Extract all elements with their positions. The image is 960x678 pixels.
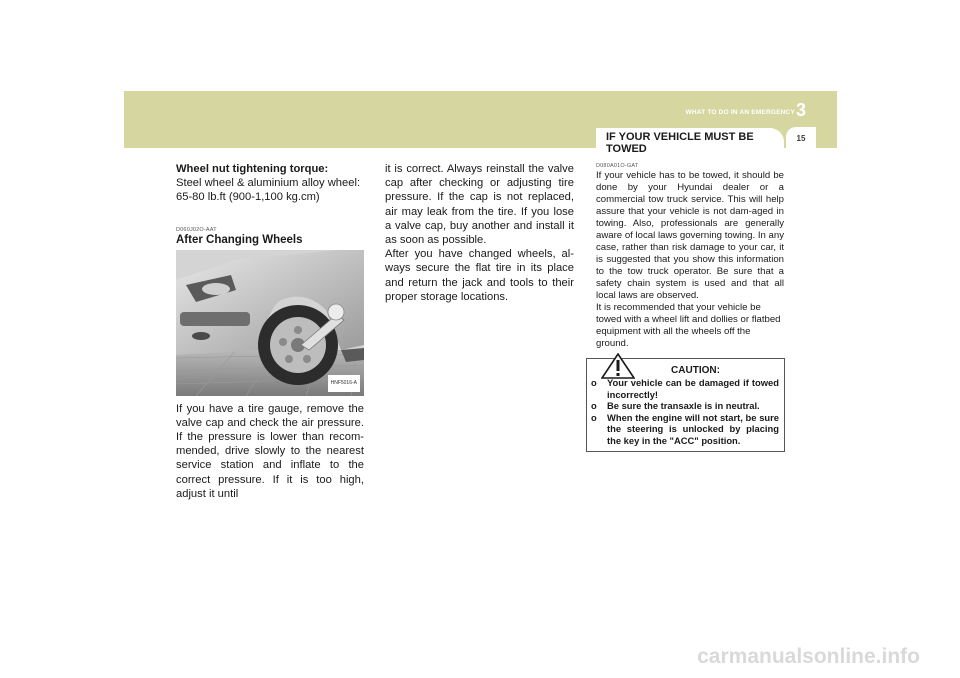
watermark: carmanualsonline.info	[697, 645, 920, 668]
car-wheel-illustration	[176, 250, 364, 396]
caution-list	[591, 377, 779, 446]
bullet: o	[591, 400, 597, 411]
column-2	[385, 162, 574, 304]
section-code: D060J02O-AAT	[176, 226, 217, 233]
col2-body: it is correct. Always reinstall the valve cap after checking or adjusting tire pressure. If the cap is not replaced, air may leak from the tire. If you lose a valve cap, buy another and install it as soon as possible.	[385, 163, 574, 247]
col3-body-2: It is recommended that your vehicle be towed with a wheel lift and dollies or flatbed equipment with all the wheels off the ground.	[596, 302, 781, 349]
torque-heading: Wheel nut tightening torque:	[176, 163, 329, 175]
column-1	[176, 162, 364, 501]
section-label: WHAT TO DO IN AN EMERGENCY	[685, 109, 795, 116]
caution-item: o When the engine will not start, be sure the steering is unlocked by placing the key in the "ACC" position.	[591, 411, 779, 446]
col1-body: If you have a tire gauge, remove the valve cap and check the air pressure. If the pressure is lower than recom-mended, drive slowly to the nearest service station and inflate to the correct pressure. If it is too high, adjust it until	[176, 402, 364, 500]
chapter-number: 3	[796, 100, 807, 120]
caution-item: o Your vehicle can be damaged if towed incorrectly!	[591, 377, 779, 400]
torque-text: Steel wheel & aluminium alloy wheel: 65-80 lb.ft (900-1,100 kg.cm)	[176, 177, 361, 204]
column-3	[596, 162, 784, 350]
col3-body: If your vehicle has to be towed, it should be done by your Hyundai dealer or a commercial tow truck service. This will help assure that your vehicle is not dam-aged in towing. Also, professionals are generally aware of local laws governing towing. In any case, rather than risk damage to your car, it is suggested that you show this information to the tow truck operator. Be sure that a safety chain system is used and that all local laws are observed.	[596, 170, 784, 301]
section-heading: After Changing Wheels	[176, 233, 303, 246]
section-title-towing: IF YOUR VEHICLE MUST BE TOWED	[606, 131, 754, 155]
towing-section-code: D080A01O-GAT	[596, 163, 639, 169]
bullet: o	[591, 377, 597, 388]
bullet: o	[591, 411, 597, 423]
col2-body-2: After you have changed wheels, al-ways secure the flat tire in its place and return the jack and tools to their proper storage locations.	[385, 248, 574, 303]
wheel-photo	[176, 250, 364, 396]
caution-box	[586, 358, 785, 452]
caution-item: o Be sure the transaxle is in neutral.	[591, 400, 760, 411]
page-number: 15	[796, 134, 806, 143]
photo-label: HNF5016-A	[328, 375, 360, 391]
caution-title: CAUTION:	[671, 365, 720, 376]
